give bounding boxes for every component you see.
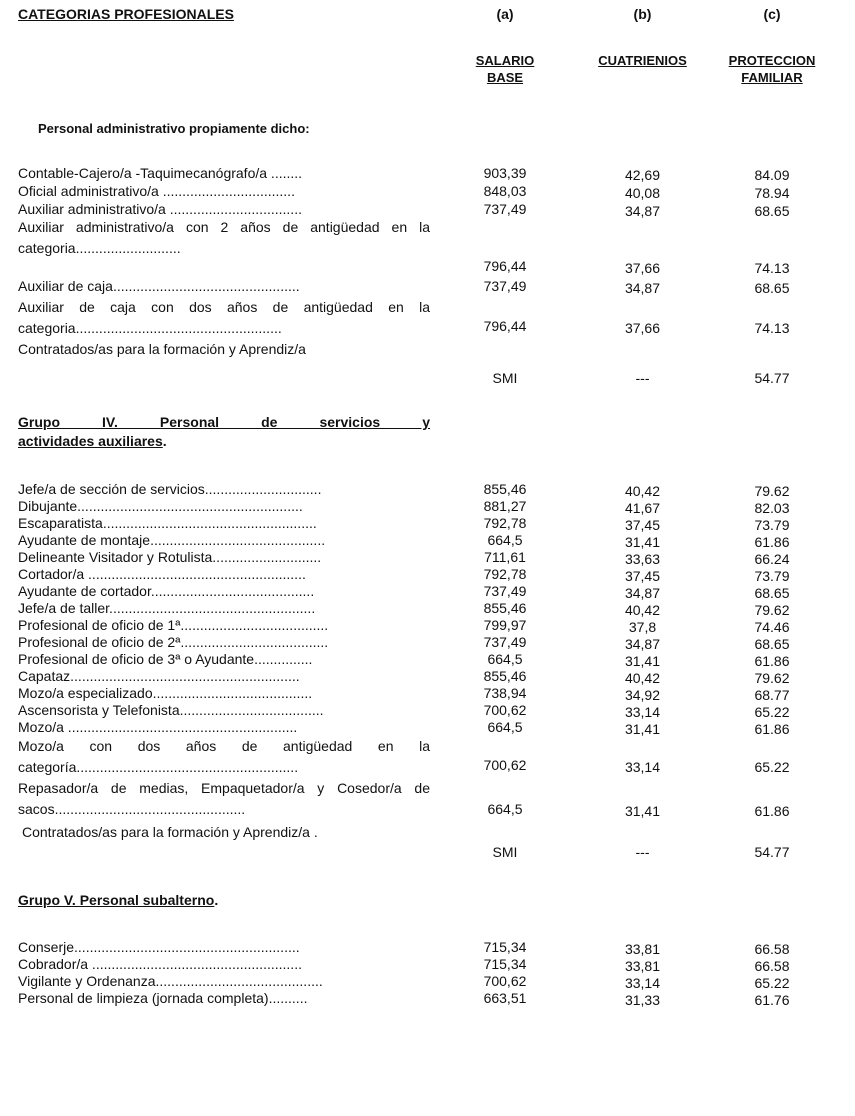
col-a-heading-line1: SALARIO [475,53,535,68]
row-cuatrienios: 33,81 [624,941,661,957]
group-iv-title [18,413,430,451]
row-salario: 792,78 [483,515,527,531]
row-cuatrienios: 34,87 [624,203,661,219]
row-label: Conserje.......................................................... [18,939,300,955]
row-label: Vigilante y Ordenanza........................................... [18,973,323,989]
row-label: Contratados/as para la formación y Aprendiz/a [18,341,306,357]
row-salario: 700,62 [483,702,527,718]
row-salario: 715,34 [483,956,527,972]
row-label: Ascensorista y Telefonista..................................... [18,702,324,718]
row-cuatrienios: 40,08 [624,185,661,201]
row-proteccion: 74.13 [754,260,790,276]
row-salario: 664,5 [487,719,523,735]
row-salario: SMI [492,370,518,386]
row-label: Profesional de oficio de 1ª...................................... [18,617,329,633]
row-label: Jefe/a de sección de servicios.............................. [18,481,322,497]
row-label: Auxiliar administrativo/a .................................. [18,201,302,217]
row-cuatrienios: 34,92 [624,687,661,703]
row-label: Contable-Cajero/a -Taquimecanógrafo/a ........ [18,165,303,181]
row-cuatrienios: 33,14 [624,975,661,991]
row-label: Auxiliar administrativo/a con 2 años de antigüedad en la categoria........................... [18,219,430,256]
row-label: Capataz........................................................... [18,668,300,684]
row-salario: 664,5 [487,651,523,667]
col-c-heading-line2: FAMILIAR [741,70,803,85]
row-label: Mozo/a especializado......................................... [18,685,313,701]
row-cuatrienios: 33,14 [624,704,661,720]
row-proteccion: 66.24 [754,551,790,567]
row-proteccion: 68.65 [754,280,790,296]
group-iv-title-line2-text: actividades auxiliares [18,433,163,449]
row-cuatrienios: 40,42 [624,483,661,499]
col-a-code: (a) [496,6,514,22]
col-c-heading [712,52,832,86]
row-label: Cortador/a ........................................................ [18,566,306,582]
row-cuatrienios: --- [635,370,650,386]
row-label: Dibujante.......................................................... [18,498,303,514]
group-v-title-text: Grupo V. Personal subalterno [18,892,215,908]
row-cuatrienios: 33,14 [624,759,661,775]
row-salario: 796,44 [483,318,527,334]
row-salario: 737,49 [483,278,527,294]
section-admin-title: Personal administrativo propiamente dicho: [38,121,310,136]
row-salario: 664,5 [487,532,523,548]
row-salario: 711,61 [484,549,526,565]
page-title: CATEGORIAS PROFESIONALES [18,6,234,22]
row-cuatrienios: 31,33 [624,992,661,1008]
row-label: Escaparatista....................................................... [18,515,317,531]
row-cuatrienios: --- [635,844,650,860]
row-cuatrienios: 42,69 [624,167,661,183]
row-proteccion: 73.79 [754,517,790,533]
row-salario: 738,94 [483,685,527,701]
row-salario: 737,49 [483,583,527,599]
row-label: Profesional de oficio de 3ª o Ayudante............... [18,651,313,667]
row-label: Ayudante de cortador.......................................... [18,583,315,599]
row-proteccion: 74.46 [754,619,790,635]
row-cuatrienios: 37,8 [628,619,657,635]
row-salario: 700,62 [483,757,527,773]
row-salario: 737,49 [483,201,527,217]
row-label: Contratados/as para la formación y Aprendiz/a . [22,824,318,840]
row-salario: 663,51 [483,990,527,1006]
col-b-code: (b) [633,6,652,22]
group-v-title [18,891,218,910]
row-cuatrienios: 31,41 [624,653,661,669]
row-proteccion: 68.65 [754,203,790,219]
row-proteccion: 79.62 [754,602,790,618]
row-label: Cobrador/a ...................................................... [18,956,302,972]
row-salario: 796,44 [483,258,527,274]
col-a-heading-line2: BASE [486,70,524,85]
row-salario: 855,46 [483,668,527,684]
col-b-heading: CUATRIENIOS [598,53,687,68]
row-proteccion: 79.62 [754,483,790,499]
row-cuatrienios: 41,67 [624,500,661,516]
row-salario: 700,62 [483,973,527,989]
row-cuatrienios: 37,66 [624,260,661,276]
row-cuatrienios: 40,42 [624,602,661,618]
row-salario: 903,39 [483,165,527,181]
row-cuatrienios: 31,41 [624,803,661,819]
row-cuatrienios: 34,87 [624,280,661,296]
row-cuatrienios: 33,81 [624,958,661,974]
row-label: Personal de limpieza (jornada completa).......... [18,990,308,1006]
row-proteccion: 54.77 [754,844,790,860]
row-salario: 848,03 [483,183,527,199]
row-proteccion: 65.22 [754,975,790,991]
row-cuatrienios: 37,45 [624,568,661,584]
row-salario: 737,49 [483,634,527,650]
row-cuatrienios: 37,45 [624,517,661,533]
row-label: Auxiliar de caja................................................ [18,278,300,294]
row-salario: 855,46 [483,600,527,616]
row-label: Mozo/a con dos años de antigüedad en la categoría......................................................... [18,738,430,775]
row-label: Repasador/a de medias, Empaquetador/a y Cosedor/a de sacos................................................. [18,780,430,817]
row-salario: 792,78 [483,566,527,582]
row-cuatrienios: 37,66 [624,320,661,336]
row-salario: 881,27 [483,498,527,514]
row-label: Oficial administrativo/a .................................. [18,183,295,199]
row-cuatrienios: 31,41 [624,534,661,550]
row-cuatrienios: 40,42 [624,670,661,686]
row-proteccion: 54.77 [754,370,790,386]
row-proteccion: 61.86 [754,803,790,819]
row-proteccion: 74.13 [754,320,790,336]
group-iv-title-period: . [162,433,167,449]
row-proteccion: 61.86 [754,721,790,737]
row-proteccion: 78.94 [754,185,790,201]
row-label: Profesional de oficio de 2ª...................................... [18,634,329,650]
col-c-heading-line1: PROTECCION [728,53,816,68]
col-a-heading [450,52,560,86]
row-proteccion: 66.58 [754,941,790,957]
row-label: Delineante Visitador y Rotulista............................ [18,549,322,565]
row-label: Mozo/a ........................................................... [18,719,298,735]
row-label: Auxiliar de caja con dos años de antigüedad en la categoria..................................................... [18,299,430,336]
row-proteccion: 65.22 [754,759,790,775]
row-proteccion: 61.86 [754,653,790,669]
row-cuatrienios: 34,87 [624,585,661,601]
row-proteccion: 68.77 [754,687,790,703]
row-proteccion: 68.65 [754,636,790,652]
row-proteccion: 82.03 [754,500,790,516]
row-cuatrienios: 31,41 [624,721,661,737]
row-salario: 855,46 [483,481,527,497]
row-proteccion: 79.62 [754,670,790,686]
row-proteccion: 61.76 [754,992,790,1008]
row-cuatrienios: 33,63 [624,551,661,567]
group-iv-title-line1: Grupo IV. Personal de servicios y [18,414,430,430]
group-iv-title-line2 [18,432,430,451]
row-cuatrienios: 34,87 [624,636,661,652]
row-salario: 715,34 [483,939,527,955]
row-label: Ayudante de montaje............................................. [18,532,326,548]
row-label: Jefe/a de taller..................................................... [18,600,316,616]
row-proteccion: 73.79 [754,568,790,584]
row-salario: SMI [492,844,518,860]
row-proteccion: 84.09 [754,167,790,183]
row-proteccion: 68.65 [754,585,790,601]
group-v-title-period: . [214,892,219,908]
row-salario: 664,5 [487,801,523,817]
row-proteccion: 61.86 [754,534,790,550]
row-proteccion: 65.22 [754,704,790,720]
col-c-code: (c) [763,6,781,22]
row-proteccion: 66.58 [754,958,790,974]
row-salario: 799,97 [483,617,527,633]
